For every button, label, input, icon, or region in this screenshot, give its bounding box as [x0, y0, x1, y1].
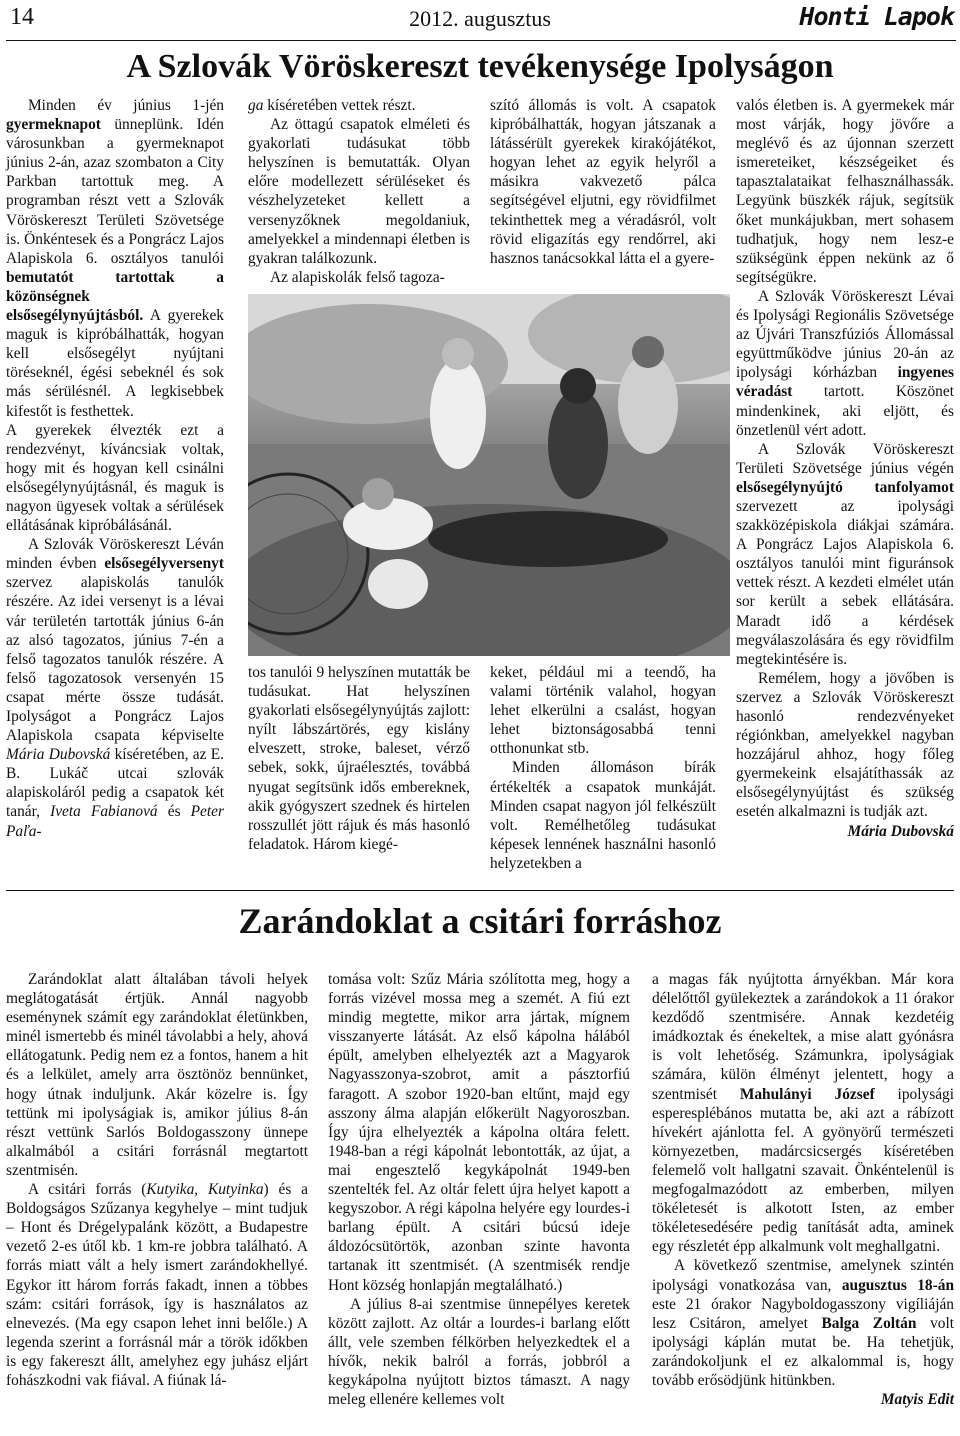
- article1-paragraph: A gyerekek élvezték ezt a rendezvényt, kíváncsiak voltak, hogy mit és hogyan kell csinálni elsősegélynyújtásnál, és maguk is nagyon ügyesek voltak a sérülések ellátásának kipróbálásánál.: [6, 421, 224, 535]
- article1-title: A Szlovák Vöröskereszt tevékenysége Ipolyságon: [126, 48, 834, 85]
- article1-column-1: [6, 96, 224, 841]
- newspaper-name: Honti Lapok: [799, 2, 954, 31]
- page-number: 14: [10, 4, 34, 30]
- article1-column-3-top: [490, 96, 716, 268]
- article-separator: [6, 890, 954, 891]
- photo-illustration: [248, 294, 730, 656]
- article1-signature: Mária Dubovská: [847, 822, 954, 840]
- article1-column-2-top: [248, 96, 470, 287]
- article2-paragraph: Zarándoklat alatt általában távoli helyek meglátogatását értjük. Annál nagyobb eseménynek számít egy zarándoklat életünkben, minél ismertebb és minél távolabbi a hely, ahová ellátogatunk. Pedig nem ez a fontos, hanem a hit és a lelkület, amely arra ösztönöz bennünket, hogy útnak induljunk. Akár közelre is. Így tettünk mi ipolyságiak is, amikor július 8-án részt vettünk Sarlós Boldogasszony ünnepe alkalmából a csitári forrásnál megtartott szentmisén.: [6, 971, 308, 1179]
- article1-paragraph: valós életben is. A gyermekek már most várják, hogy jövőre a meglévő és az újonnan szerzett ismereteiket, készségeiket és tapasztalataikat felhasználhassák. Legyünk büszkék rájuk, segítsük őket munkájukban, mert sohasem tudhatjuk, hogy nem lesz-e szükségünk éppen nekünk az ő segítségükre.: [736, 97, 954, 286]
- article1-paragraph: Remélem, hogy a jövőben is szervez a Szlovák Vöröskereszt hasonló rendezvényeket régiónkban, amelyekkel nagyban hozzájárul ahhoz, hogy főleg gyermekeink elsajátíthassák az elsősegélynyújtást és szükség esetén alkalmazni is tudják azt.: [736, 669, 954, 821]
- article1-column-2-bottom: [248, 663, 470, 854]
- article2-paragraph: A csitári forrás (Kutyika, Kutyinka) és a Boldogságos Szűzanya kegyhelye – mint tudjuk – Hont és Drégelypalánk között, a Budapestre vezető 2-es útől kb. 1 km-re jobbra található. A forrás miatt vált a hely ismert zarándokhellyé. Egykor itt három forrás fakadt, innen a többes szám: csitári források, így is használatos az elnevezés. (Ma egy csapon lehet inni belőle.) A legenda szerint a forrásnál már a török időkben is egy fakereszt állt, amelyhez egy juhász eljárt fohászkodni vak fiával. A fiúnak lá-: [6, 1181, 308, 1389]
- article1-paragraph: tos tanulói 9 helyszínen mutatták be tudásukat. Hat helyszínen gyakorlati elsősegélynyújtás zajlott: nyílt lábszártörés, egy kislány elveszett, stroke, baleset, vérző sebek, sokk, újraélesztés, továbbá nyugat segítsünk idős embereknek, akik gyógyszert szednek és hirtelen rosszullét jött rájuk és más hasonló feladatok. Három kiegé-: [248, 664, 470, 853]
- article2-column-3: [652, 970, 954, 1409]
- article1-paragraph: szító állomás is volt. A csapatok kipróbálhatták, hogyan játszanak a látássérült gyerekek kirakójátékot, hogyan lehet az egyik helyről a másikra vakvezető pálca segítségével eljutni, egy rövidfilmet tekinthettek meg a véradásról, volt rövid eligazítás egy rendőrrel, aki hasznos tanácsokkal látta el a gyere-: [490, 97, 716, 267]
- article2-paragraph: A következő szentmise, amelynek szintén ipolysági vonatkozása van, augusztus 18-án este 21 órakor Nagyboldogasszony vigíliáján lesz Csitáron, amelyet Balga Zoltán volt ipolysági káplán mutat be. Ha tehetjük, zarándokoljunk el ez alkalommal is, hogy tovább erősödjünk hitünkben.: [652, 1257, 955, 1389]
- article1-paragraph: Az alapiskolák felső tagoza-: [270, 268, 445, 286]
- article2-column-1: [6, 970, 308, 1390]
- issue-date: 2012. augusztus: [409, 6, 551, 31]
- article1-paragraph: Minden állomáson bírák értékelték a csapatok munkáját. Minden csapat nagyon jól felkészült volt. Remélhetőleg tudásukat képesek lennének hasznáIni hasonló helyzetekben a: [490, 759, 716, 872]
- article2-paragraph: tomása volt: Szűz Mária szólította meg, hogy a forrás vizével mossa meg a szemét. A fiú ezt mindig megtette, mikor arra jártak, mígnem visszanyerte látását. Az első kápolna hálából épült, amelyben elhelyezték azt a Magyarok Nagyasszonya-szobrot, amit a pásztorfiú faragott. A szobor 1920-ban eltűnt, majd egy asszony álma alapján előkerült Nagyoroszban. Így újra elhelyezték a kápolna oltára felett. 1948-ban a régi kápolnát lebontották, az újat, a mai engesztelő kegykápolnát 1949-ben szentelték fel. Az oltár felett újra helyet kapott a kegyszobor. A régi kápolna helyére egy lourdes-i barlang épült. A csitári búcsú ideje áldozócsütörtök, azonban szinte havonta tartanak itt szentmisét. (A szentmisék rendje Hont község honlapján megtalálható.): [328, 971, 630, 1294]
- article1-column-3-bottom: [490, 663, 716, 873]
- article1-paragraph: Az öttagú csapatok elméleti és gyakorlati tudásukat több helyszínen is bemutatták. Olyan előre modellezett sérüléseket és vészhelyzeteket kellett a versenyzőknek megoldaniuk, amelyekkel a mindennapi életben is gyakran találkozunk.: [248, 116, 470, 267]
- article2-paragraph: a magas fák nyújtotta árnyékban. Már kora délelőttől gyülekeztek a zarándokok a 11 órakor kezdődő szentmisére. Annak kezdetéig imádkoztak és énekeltek, a mise alatt gyónásra is volt lehetőség. Számunkra, ipolyságiak számára, külön élményt jelentett, hogy a szentmisét Mahulányi József ipolysági esperesplébános mutatta be, aki azt a rábízott hívekért ajánlotta fel. A gyönyörű természeti környezetben, madárcsicsergés kíséretében felemelő volt hallgatni szavait. Önkéntelenül is megfogalmazódott az emberben, milyen tökéletesét is alkotott Isten, az ember tökéletesedésére pedig tanítását adta, aminek egy részletét épp alkalmunk volt meghallgatni.: [652, 971, 954, 1256]
- article1-paragraph: A Szlovák Vöröskereszt Területi Szövetsége június végén elsősegélynyújtó tanfolyamot szervezett az ipolysági szakközépiskola diákjai számára. A Pongrácz Lajos Alapiskola 6. osztályos tanulói mint figuránsok vettek részt. A kezdeti elmélet után sor került a sebek ellátására. Maradt idő a kérdések megválaszolására és egy rövidfilm megtekintésére is.: [736, 440, 954, 668]
- article2-title: Zarándoklat a csitári forráshoz: [238, 901, 722, 941]
- article2-signature: Matyis Edit: [880, 1391, 954, 1409]
- article2-column-2: [328, 970, 630, 1409]
- article2-paragraph: A július 8-ai szentmise ünnepélyes keretek között zajlott. Az oltár a lourdes-i barlang előtt állt, vele szemben félkörben helyezkedtek el a hívők, nekik balról a forrás, jobbról a kegykápolna nyújtott biztos támaszt. A nagy meleg ellenére kellemes volt: [328, 1295, 630, 1409]
- article1-paragraph: ga kíséretében vettek részt.: [248, 97, 416, 114]
- article1-paragraph: A Szlovák Vöröskereszt Léván minden évben elsősegélyversenyt szervez alapiskolás tanulók részére. Az idei versenyt is a lévai vár területén tartották június 6-án az alsó tagozatos, június 7-én a felső tagozatos tanulók részére. A felső tagozatosok versenyén 15 csapat mérte össze tudását. Ipolyságot a Pongrácz Lajos Alapiskola csapata képviselte Mária Dubovská kíséretében, az E. B. Lukáč utcai szlovák alapiskoláról pedig a csapatok két tanár, Iveta Fabianová és Peter Paľa-: [6, 536, 224, 840]
- first-aid-photo: [248, 294, 730, 656]
- article1-paragraph: keket, például mi a teendő, ha valami történik valahol, hogyan lehet elkerülni a csalást, hogyan lehet biztonságosabbá tenni otthonunkat stb.: [490, 664, 716, 758]
- article1-paragraph: A Szlovák Vöröskereszt Lévai és Ipolysági Regionális Szövetsége az Újvári Transzfúziós Állomással együttműködve június 20-án az ipolysági kórházban ingyenes véradást tartott. Köszönet mindenkinek, aki eljött, és önzetlenül vért adott.: [736, 287, 954, 439]
- header-rule: [6, 40, 956, 41]
- article1-column-4: [736, 96, 954, 841]
- article1-paragraph: Minden év június 1-jén gyermeknapot ünneplünk. Idén városunkban a gyermeknapot június 2-án, azaz szombaton a City Parkban tartottuk meg. A programban részt vett a Szlovák Vöröskereszt Területi Szövetsége is. Önkéntesek és a Pongrácz Lajos Alapiskola 6. osztályos tanulói bemutatót tartottak a közönségnek elsősegélynyújtásból. A gyerekek maguk is kipróbálhatták, hogyan kell elsősegélyt nyújtani töréseknél, égési sebeknél és sok más sérülésnél. A legkisebbek kifestőt is festhettek.: [6, 97, 224, 420]
